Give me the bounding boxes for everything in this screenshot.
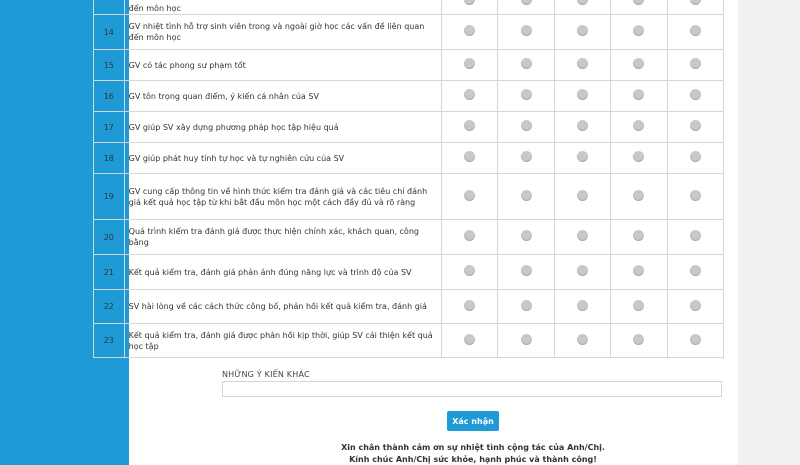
rating-radio[interactable] [521, 89, 532, 100]
question-text: Quá trình kiểm tra đánh giá được thực hiện chính xác, khách quan, công bằng [124, 220, 441, 255]
question-number: 17 [94, 112, 125, 143]
rating-radio[interactable] [521, 230, 532, 241]
survey-row [94, 324, 724, 358]
rating-radio[interactable] [521, 300, 532, 311]
rating-radio[interactable] [464, 300, 475, 311]
rating-cell [498, 15, 554, 50]
rating-radio[interactable] [577, 89, 588, 100]
rating-radio[interactable] [577, 58, 588, 69]
survey-table [93, 0, 724, 358]
survey-row [94, 143, 724, 174]
rating-radio[interactable] [690, 58, 701, 69]
question-number: 16 [94, 81, 125, 112]
rating-cell [442, 81, 498, 112]
rating-radio[interactable] [633, 334, 644, 345]
rating-cell [498, 81, 554, 112]
rating-radio[interactable] [633, 151, 644, 162]
rating-cell [667, 112, 723, 143]
rating-cell [611, 143, 667, 174]
rating-cell [498, 324, 554, 358]
rating-cell [611, 290, 667, 324]
rating-radio[interactable] [464, 265, 475, 276]
rating-radio[interactable] [577, 25, 588, 36]
other-opinions-input[interactable] [222, 381, 722, 397]
rating-radio[interactable] [633, 120, 644, 131]
question-text: đến môn học [124, 0, 441, 15]
rating-cell [498, 220, 554, 255]
rating-radio[interactable] [577, 190, 588, 201]
rating-cell [554, 220, 610, 255]
rating-cell [554, 0, 610, 15]
rating-cell [554, 15, 610, 50]
rating-radio[interactable] [690, 230, 701, 241]
rating-radio[interactable] [577, 265, 588, 276]
question-text: GV tôn trọng quan điểm, ý kiến cá nhân của SV [124, 81, 441, 112]
survey-row [94, 50, 724, 81]
rating-cell [442, 50, 498, 81]
question-text: GV có tác phong sư phạm tốt [124, 50, 441, 81]
rating-cell [667, 0, 723, 15]
rating-cell [498, 255, 554, 290]
rating-radio[interactable] [521, 0, 532, 5]
question-text: Kết quả kiểm tra, đánh giá phản ánh đúng năng lực và trình độ của SV [124, 255, 441, 290]
survey-row [94, 0, 724, 15]
survey-row [94, 290, 724, 324]
rating-cell [442, 15, 498, 50]
rating-radio[interactable] [577, 151, 588, 162]
question-number: 14 [94, 15, 125, 50]
rating-radio[interactable] [521, 120, 532, 131]
rating-cell [442, 255, 498, 290]
rating-radio[interactable] [690, 190, 701, 201]
rating-radio[interactable] [577, 230, 588, 241]
rating-cell [442, 0, 498, 15]
rating-radio[interactable] [521, 25, 532, 36]
submit-button[interactable]: Xác nhận [447, 411, 499, 431]
question-number: 19 [94, 174, 125, 220]
rating-cell [667, 81, 723, 112]
rating-radio[interactable] [633, 230, 644, 241]
rating-radio[interactable] [690, 0, 701, 5]
survey-row [94, 112, 724, 143]
rating-radio[interactable] [633, 25, 644, 36]
question-number: 21 [94, 255, 125, 290]
rating-cell [667, 290, 723, 324]
rating-cell [611, 112, 667, 143]
question-number [94, 0, 125, 15]
rating-radio[interactable] [521, 58, 532, 69]
rating-radio[interactable] [690, 25, 701, 36]
rating-radio[interactable] [577, 0, 588, 5]
question-text: GV giúp SV xây dựng phương pháp học tập hiệu quả [124, 112, 441, 143]
rating-cell [442, 290, 498, 324]
rating-cell [611, 255, 667, 290]
rating-cell [498, 174, 554, 220]
rating-radio[interactable] [521, 190, 532, 201]
rating-cell [667, 15, 723, 50]
rating-radio[interactable] [690, 265, 701, 276]
question-number: 20 [94, 220, 125, 255]
question-number: 15 [94, 50, 125, 81]
rating-radio[interactable] [690, 120, 701, 131]
rating-radio[interactable] [577, 334, 588, 345]
rating-cell [611, 15, 667, 50]
right-margin [738, 0, 800, 465]
rating-radio[interactable] [577, 120, 588, 131]
rating-cell [442, 174, 498, 220]
rating-cell [611, 220, 667, 255]
rating-cell [498, 143, 554, 174]
rating-cell [667, 174, 723, 220]
rating-cell [554, 324, 610, 358]
rating-cell [667, 50, 723, 81]
rating-radio[interactable] [633, 89, 644, 100]
rating-cell [442, 143, 498, 174]
rating-cell [498, 112, 554, 143]
rating-radio[interactable] [690, 300, 701, 311]
rating-radio[interactable] [633, 300, 644, 311]
question-text: GV giúp phát huy tính tự học và tự nghiên cứu của SV [124, 143, 441, 174]
rating-cell [498, 290, 554, 324]
rating-cell [442, 112, 498, 143]
rating-radio[interactable] [464, 151, 475, 162]
other-opinions-label: NHỮNG Ý KIẾN KHÁC [222, 370, 310, 379]
rating-radio[interactable] [464, 334, 475, 345]
rating-cell [611, 50, 667, 81]
rating-radio[interactable] [521, 265, 532, 276]
rating-radio[interactable] [690, 334, 701, 345]
rating-radio[interactable] [464, 120, 475, 131]
rating-radio[interactable] [633, 190, 644, 201]
rating-cell [442, 220, 498, 255]
rating-cell [554, 255, 610, 290]
rating-radio[interactable] [464, 190, 475, 201]
rating-cell [667, 324, 723, 358]
question-text: GV nhiệt tình hỗ trợ sinh viên trong và ngoài giờ học các vấn đề liên quan đến môn học [124, 15, 441, 50]
question-text: GV cung cấp thông tin về hình thức kiểm tra đánh giá và các tiêu chí đánh giá kết quả học tập từ khi bắt đầu môn học một cách đầy đủ và rõ ràng [124, 174, 441, 220]
rating-radio[interactable] [464, 89, 475, 100]
rating-cell [611, 324, 667, 358]
survey-row [94, 81, 724, 112]
rating-radio[interactable] [633, 58, 644, 69]
rating-cell [667, 143, 723, 174]
rating-cell [667, 220, 723, 255]
survey-row [94, 255, 724, 290]
rating-radio[interactable] [521, 151, 532, 162]
survey-row [94, 174, 724, 220]
rating-cell [554, 174, 610, 220]
rating-cell [611, 174, 667, 220]
rating-radio[interactable] [633, 0, 644, 5]
rating-cell [554, 290, 610, 324]
question-text: SV hài lòng về các cách thức công bố, phản hồi kết quả kiểm tra, đánh giá [124, 290, 441, 324]
rating-cell [554, 112, 610, 143]
rating-cell [498, 0, 554, 15]
rating-radio[interactable] [464, 230, 475, 241]
thanks-message: Xin chân thành cảm ơn sự nhiệt tình cộng tác của Anh/Chị. [341, 443, 605, 452]
rating-radio[interactable] [464, 25, 475, 36]
rating-radio[interactable] [521, 334, 532, 345]
rating-radio[interactable] [690, 151, 701, 162]
rating-cell [442, 324, 498, 358]
rating-cell [667, 255, 723, 290]
rating-radio[interactable] [464, 58, 475, 69]
question-text: Kết quả kiểm tra, đánh giá được phản hồi kịp thời, giúp SV cải thiện kết quả học tập [124, 324, 441, 358]
rating-cell [554, 143, 610, 174]
rating-cell [611, 0, 667, 15]
rating-radio[interactable] [464, 0, 475, 5]
survey-row [94, 15, 724, 50]
wishes-message: Kính chúc Anh/Chị sức khỏe, hạnh phúc và thành công! [349, 455, 597, 464]
rating-radio[interactable] [633, 265, 644, 276]
question-number: 18 [94, 143, 125, 174]
question-number: 22 [94, 290, 125, 324]
rating-cell [554, 81, 610, 112]
rating-cell [611, 81, 667, 112]
rating-radio[interactable] [690, 89, 701, 100]
rating-cell [554, 50, 610, 81]
question-number: 23 [94, 324, 125, 358]
survey-row [94, 220, 724, 255]
rating-cell [498, 50, 554, 81]
rating-radio[interactable] [577, 300, 588, 311]
